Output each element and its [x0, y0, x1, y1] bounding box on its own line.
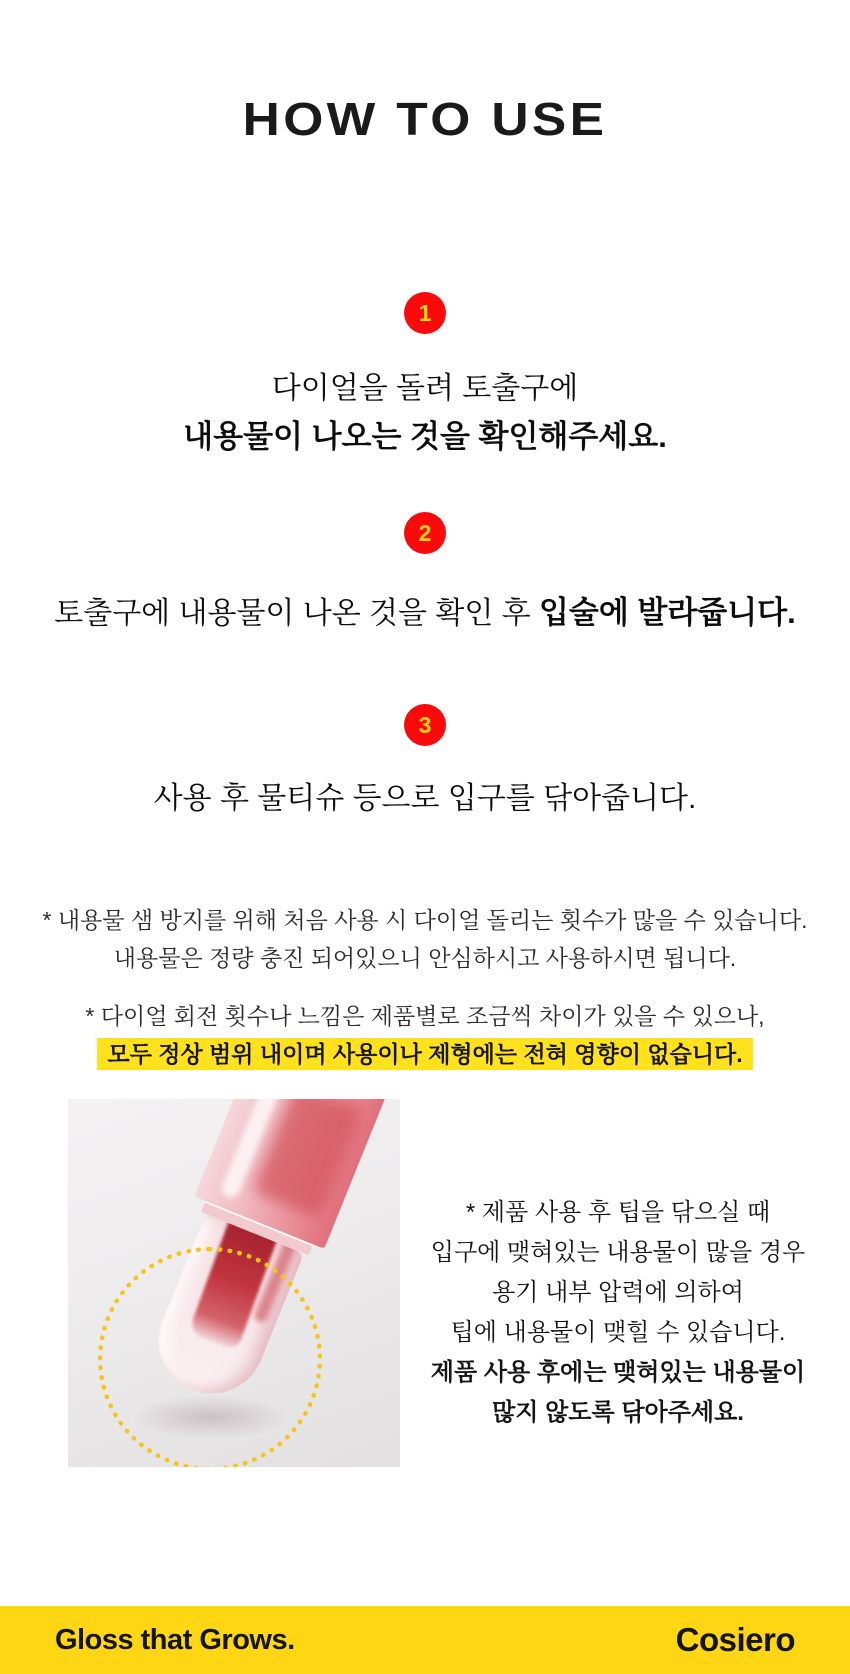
- step-3-text: 사용 후 물티슈 등으로 입구를 닦아줍니다.: [153, 782, 697, 815]
- page-title: HOW TO USE: [242, 93, 608, 145]
- note-dial-rotation: [0, 997, 850, 1073]
- step-1-number: 1: [418, 299, 432, 326]
- note-1-line-1: * 내용물 샘 방지를 위해 처음 사용 시 다이얼 돌리는 횟수가 많을 수 있습니다.: [42, 907, 808, 933]
- brand-footer: [0, 1606, 850, 1674]
- note-1-line-2: 내용물은 정량 충진 되어있으니 안심하시고 사용하시면 됩니다.: [113, 945, 737, 971]
- step-2-text-regular: 토출구에 내용물이 나온 것을 확인 후: [54, 597, 539, 630]
- step-3-badge: [404, 704, 446, 746]
- tip-note-line-1: * 제품 사용 후 팁을 닦으실 때: [465, 1199, 771, 1226]
- brand-logo: Cosiero: [675, 1621, 795, 1658]
- tip-note-line-3: 용기 내부 압력에 의하여: [492, 1279, 744, 1306]
- step-1-text-bold: 내용물이 나오는 것을 확인해주세요.: [183, 419, 667, 454]
- dotted-highlight-circle: [98, 1247, 322, 1467]
- applicator-tip-photo: [68, 1099, 400, 1467]
- tip-note-bold-line-1: 제품 사용 후에는 맺혀있는 내용물이: [430, 1359, 806, 1386]
- tip-note-line-2: 입구에 맺혀있는 내용물이 많을 경우: [430, 1239, 806, 1266]
- step-1-text: 다이얼을 돌려 토출구에: [271, 372, 579, 405]
- note-2-line-1: * 다이얼 회전 횟수나 느낌은 제품별로 조금씩 차이가 있을 수 있으나,: [85, 1003, 765, 1029]
- tip-care-section: [0, 1099, 850, 1467]
- step-2-badge: [404, 512, 446, 554]
- tip-care-note: [408, 1193, 828, 1467]
- step-2-text: [0, 592, 850, 634]
- tip-note-line-4: 팁에 내용물이 맺힐 수 있습니다.: [450, 1319, 786, 1346]
- note-leak-prevention: [0, 901, 850, 977]
- note-2-line-2: [0, 1035, 850, 1073]
- brand-slogan: Gloss that Grows.: [55, 1623, 295, 1656]
- step-3-number: 3: [418, 711, 432, 738]
- step-2-number: 2: [418, 519, 432, 546]
- tip-note-bold-line-2: 많지 않도록 닦아주세요.: [492, 1399, 744, 1426]
- step-1-badge: [404, 292, 446, 334]
- highlighted-note-text: 모두 정상 범위 내이며 사용이나 제형에는 전혀 영향이 없습니다.: [97, 1038, 752, 1070]
- step-2-text-bold: 입술에 발라줍니다.: [538, 595, 796, 630]
